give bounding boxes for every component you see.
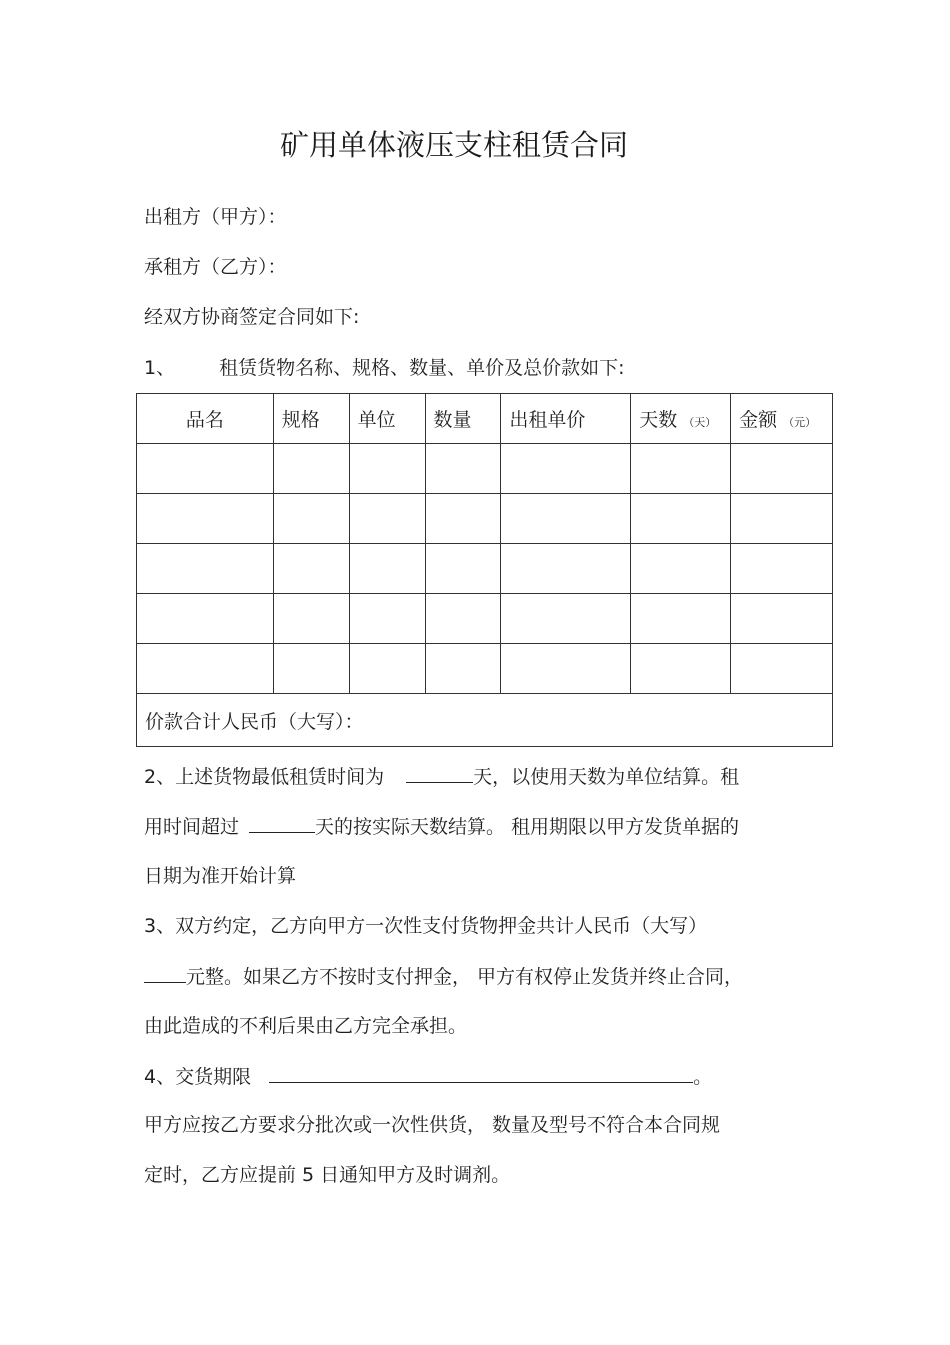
table-cell[interactable] <box>631 444 731 494</box>
table-cell[interactable] <box>137 444 274 494</box>
table-cell[interactable] <box>501 444 631 494</box>
col-header-spec: 规格 <box>273 394 349 444</box>
table-cell[interactable] <box>425 544 501 594</box>
clause4-line <box>144 1064 712 1089</box>
table-cell[interactable] <box>501 594 631 644</box>
lessee-line: 承租方（乙方）： <box>144 256 287 278</box>
clause2-text-b: 天，以使用天数为单位结算。租 <box>473 766 740 788</box>
table-cell[interactable] <box>501 494 631 544</box>
table-cell[interactable] <box>631 594 731 644</box>
table-cell[interactable] <box>349 444 425 494</box>
table-total-row <box>137 694 833 747</box>
min-days-blank[interactable] <box>406 764 473 783</box>
table-cell[interactable] <box>631 644 731 694</box>
clause2-text-c: 用时间超过 <box>144 816 240 838</box>
lessor-line: 出租方（甲方）： <box>144 206 287 228</box>
table-row <box>137 444 833 494</box>
table-cell[interactable] <box>349 644 425 694</box>
table-cell[interactable] <box>425 494 501 544</box>
table-cell[interactable] <box>731 494 833 544</box>
clause3-line1: 3、双方约定，乙方向甲方一次性支付货物押金共计人民币（大写） <box>144 915 708 937</box>
col-header-days <box>631 394 731 444</box>
table-cell[interactable] <box>631 544 731 594</box>
col-header-quantity: 数量 <box>425 394 501 444</box>
total-amount-cell[interactable]: 价款合计人民币（大写）： <box>137 694 833 747</box>
table-row <box>137 494 833 544</box>
col-header-name: 品名 <box>137 394 274 444</box>
table-cell[interactable] <box>425 444 501 494</box>
table-row <box>137 644 833 694</box>
clause4-label: 4、交货期限 <box>144 1066 252 1088</box>
table-cell[interactable] <box>273 494 349 544</box>
table-cell[interactable] <box>425 644 501 694</box>
amount-unit: （元） <box>783 416 817 429</box>
table-cell[interactable] <box>273 594 349 644</box>
table-cell[interactable] <box>137 544 274 594</box>
table-cell[interactable] <box>731 644 833 694</box>
clause4-end: 。 <box>693 1066 713 1088</box>
intro-line: 经双方协商签定合同如下: <box>144 306 360 328</box>
table-cell[interactable] <box>631 494 731 544</box>
table-cell[interactable] <box>137 594 274 644</box>
table-cell[interactable] <box>501 544 631 594</box>
clause1-text: 租赁货物名称、规格、数量、单价及总价款如下: <box>219 357 625 379</box>
document-title: 矿用单体液压支柱租赁合同 <box>279 128 628 162</box>
table-cell[interactable] <box>137 494 274 544</box>
table-cell[interactable] <box>731 594 833 644</box>
clause3-line2 <box>144 964 743 989</box>
days-label: 天数 <box>639 409 678 431</box>
clause3-line3: 由此造成的不利后果由乙方完全承担。 <box>144 1015 468 1037</box>
amount-label: 金额 <box>739 409 778 431</box>
clause2-text-d: 天的按实际天数结算。 租用期限以甲方发货单据的 <box>315 816 740 838</box>
table-cell[interactable] <box>273 544 349 594</box>
table-cell[interactable] <box>731 544 833 594</box>
delivery-period-blank[interactable] <box>269 1064 693 1083</box>
table-header-row <box>137 394 833 444</box>
table-cell[interactable] <box>349 544 425 594</box>
clause4-para1: 甲方应按乙方要求分批次或一次性供货， 数量及型号不符合本合同规 <box>144 1114 721 1136</box>
clause4-para2: 定时，乙方应提前 5 日通知甲方及时调剂。 <box>144 1164 511 1186</box>
table-cell[interactable] <box>731 444 833 494</box>
table-cell[interactable] <box>349 494 425 544</box>
clause2-line3: 日期为准开始计算 <box>144 865 297 887</box>
exceed-days-blank[interactable] <box>249 814 315 833</box>
rental-goods-table <box>136 393 833 747</box>
table-cell[interactable] <box>425 594 501 644</box>
table-cell[interactable] <box>137 644 274 694</box>
table-row <box>137 544 833 594</box>
clause1-number: 1、 <box>144 357 176 379</box>
table-cell[interactable] <box>273 644 349 694</box>
col-header-unit: 单位 <box>349 394 425 444</box>
col-header-unit-price: 出租单价 <box>501 394 631 444</box>
clause3-text-b: 元整。如果乙方不按时支付押金， 甲方有权停止发货并终止合同， <box>186 966 744 988</box>
clause2-line1 <box>144 764 739 789</box>
col-header-amount <box>731 394 833 444</box>
deposit-blank[interactable] <box>144 964 186 983</box>
clause2-line2 <box>144 814 739 839</box>
table-row <box>137 594 833 644</box>
days-unit: （天） <box>683 416 717 429</box>
table-cell[interactable] <box>349 594 425 644</box>
clause2-text-a: 2、上述货物最低租赁时间为 <box>144 766 385 788</box>
table-cell[interactable] <box>501 644 631 694</box>
table-cell[interactable] <box>273 444 349 494</box>
clause1-line <box>144 356 625 380</box>
